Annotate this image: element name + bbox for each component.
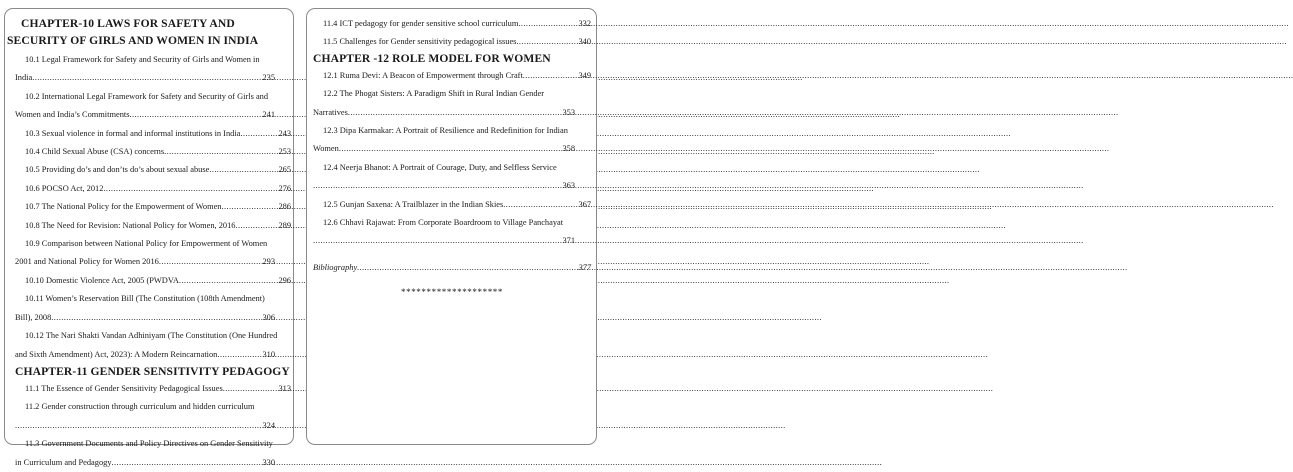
toc-entry[interactable] <box>15 88 291 125</box>
toc-entry[interactable] <box>15 198 291 216</box>
entry-page-number: 340 <box>578 37 591 47</box>
entry-page-number: 310 <box>262 349 275 359</box>
toc-entry[interactable] <box>313 85 591 122</box>
toc-entry[interactable] <box>15 380 291 398</box>
entry-title: 11.1 The Essence of Gender Sensitivity Pedagogical Issues <box>25 383 223 393</box>
entry-title: 10.10 Domestic Violence Act, 2005 (PWDVA <box>25 275 179 285</box>
entry-page-number: 332 <box>578 19 591 28</box>
entry-title: 12.3 Dipa Karmakar: A Portrait of Resilience and Redefinition for Indian <box>323 126 568 136</box>
entry-page-number: 289 <box>278 220 291 230</box>
entry-page-number: 367 <box>578 199 591 209</box>
leader-dots <box>32 69 259 87</box>
chapter11-heading: CHAPTER-11 GENDER SENSITIVITY PEDAGOGY <box>15 364 290 378</box>
section-separator: ******************** <box>401 287 503 298</box>
chapter11-entry-list <box>15 380 291 472</box>
leader-dots <box>51 309 259 327</box>
entry-title-continued: Women <box>313 144 339 154</box>
chapter12-entry-list <box>313 67 591 251</box>
entry-title: 10.8 The Need for Revision: National Policy for Women, 2016 <box>25 220 236 230</box>
entry-page-number: 241 <box>262 110 275 120</box>
leader-dots <box>357 259 575 277</box>
chapter10-heading-line2: SECURITY OF GIRLS AND WOMEN IN INDIA <box>7 34 259 47</box>
entry-title: 12.4 Neerja Bhanot: A Portrait of Courage, Duty, and Selfless Service <box>323 162 557 172</box>
entry-page-number: 293 <box>262 257 275 267</box>
right-page <box>306 8 597 445</box>
entry-title: 10.5 Providing do’s and don’ts do’s about sexual abuse <box>25 165 210 175</box>
entry-title: 10.12 The Nari Shakti Vandan Adhiniyam (The Constitution (One Hundred <box>25 331 278 341</box>
leader-dots <box>179 272 276 290</box>
entry-title: 12.2 The Phogat Sisters: A Paradigm Shift in Rural Indian Gender <box>323 89 545 99</box>
entry-page-number: 306 <box>262 312 275 322</box>
leader-dots <box>348 104 560 122</box>
leader-dots <box>129 106 259 124</box>
leader-dots <box>518 15 575 33</box>
left-page <box>4 8 294 467</box>
leader-dots <box>523 67 576 85</box>
entry-title: 10.2 International Legal Framework for Safety and Security of Girls and <box>25 91 269 101</box>
bibliography-label: Bibliography <box>313 262 358 272</box>
toc-entry[interactable] <box>15 125 291 143</box>
entry-page-number: 235 <box>262 73 275 83</box>
toc-entry[interactable] <box>15 235 291 272</box>
toc-entry[interactable] <box>313 122 591 159</box>
leader-dots <box>223 380 276 398</box>
entry-page-number: 353 <box>562 107 575 117</box>
entry-title: 11.2 Gender construction through curriculum and hidden curriculum <box>25 402 255 412</box>
chapter10-heading-line1: CHAPTER-10 LAWS FOR SAFETY AND <box>21 17 235 30</box>
entry-page-number: 286 <box>278 202 291 212</box>
leader-dots <box>503 196 575 214</box>
chapter12-heading: CHAPTER -12 ROLE MODEL FOR WOMEN <box>313 51 551 65</box>
entry-page-number: 324 <box>262 420 275 430</box>
entry-title-continued: India <box>15 73 33 83</box>
leader-dots <box>217 346 259 364</box>
entry-title-continued: Narratives <box>313 107 348 117</box>
bibliography-entry[interactable] <box>313 259 591 277</box>
entry-page-number: 313 <box>278 383 291 393</box>
entry-title: 10.11 Women’s Reservation Bill (The Constitution (108th Amendment) <box>25 294 265 304</box>
chapter10-entry-list <box>15 51 291 364</box>
leader-dots <box>235 217 275 235</box>
entry-title: 10.7 The National Policy for the Empowerment of Women <box>25 202 222 212</box>
leader-dots <box>159 253 260 271</box>
toc-entry[interactable] <box>313 15 591 33</box>
chapter11-continued-entry-list <box>313 15 591 52</box>
toc-entry[interactable] <box>15 327 291 364</box>
leader-dots <box>209 161 275 179</box>
entry-title: 10.4 Child Sexual Abuse (CSA) concerns <box>25 147 165 157</box>
entry-page-number: 371 <box>562 236 575 246</box>
leader-dots <box>112 454 260 472</box>
entry-page-number: 243 <box>278 128 291 138</box>
entry-title-continued: in Curriculum and Pedagogy <box>15 457 112 467</box>
entry-title-continued: Women and India’s Commitments <box>15 110 130 120</box>
entry-title: 10.6 POCSO Act, 2012 <box>25 183 104 193</box>
leader-dots <box>240 125 275 143</box>
entry-page-number: 330 <box>262 457 275 467</box>
toc-entry[interactable] <box>15 180 291 198</box>
entry-page-number: 296 <box>278 275 291 285</box>
entry-page-number: 253 <box>278 147 291 157</box>
entry-title: 12.6 Chhavi Rajawat: From Corporate Boardroom to Village Panchayat <box>323 218 564 228</box>
entry-title: 11.4 ICT pedagogy for gender sensitive school curriculum <box>323 19 519 28</box>
toc-entry[interactable] <box>313 196 591 214</box>
entry-title: 12.1 Ruma Devi: A Beacon of Empowerment through Craft <box>323 70 523 80</box>
leader-dots <box>221 198 275 216</box>
entry-title: 11.3 Government Documents and Policy Directives on Gender Sensitivity <box>25 439 273 449</box>
toc-entry[interactable] <box>15 161 291 179</box>
entry-title-continued: 2001 and National Policy for Women 2016 <box>15 257 159 267</box>
leader-dots <box>339 140 560 158</box>
toc-entry[interactable] <box>313 67 591 85</box>
entry-page-number: 363 <box>562 181 575 191</box>
leader-dots <box>15 417 259 435</box>
toc-entry[interactable] <box>15 51 291 88</box>
entry-title: 10.9 Comparison between National Policy for Empowerment of Women <box>25 239 268 249</box>
leader-dots <box>313 232 559 250</box>
entry-title: 11.5 Challenges for Gender sensitivity pedagogical issues <box>323 37 517 47</box>
bibliography-page: 377 <box>578 262 591 272</box>
toc-entry[interactable] <box>15 143 291 161</box>
toc-entry[interactable] <box>15 435 291 472</box>
entry-title: 12.5 Gunjan Saxena: A Trailblazer in the Indian Skies <box>323 199 504 209</box>
leader-dots <box>164 143 275 161</box>
entry-page-number: 265 <box>278 165 291 175</box>
toc-entry[interactable] <box>313 214 591 251</box>
entry-title-continued: Bill), 2008 <box>15 312 52 322</box>
leader-dots <box>313 177 559 195</box>
toc-entry[interactable] <box>15 217 291 235</box>
entry-page-number: 358 <box>562 144 575 154</box>
entry-title: 10.3 Sexual violence in formal and informal institutions in India <box>25 128 241 138</box>
toc-entry[interactable] <box>15 272 291 290</box>
toc-entry[interactable] <box>15 290 291 327</box>
entry-page-number: 276 <box>278 183 291 193</box>
toc-entry[interactable] <box>313 159 591 196</box>
entry-title: 10.1 Legal Framework for Safety and Security of Girls and Women in <box>25 55 260 64</box>
entry-title-continued: and Sixth Amendment) Act, 2023): A Modern Reincarnation <box>15 349 218 359</box>
entry-page-number: 349 <box>578 70 591 80</box>
leader-dots <box>103 180 275 198</box>
toc-entry[interactable] <box>15 398 291 435</box>
